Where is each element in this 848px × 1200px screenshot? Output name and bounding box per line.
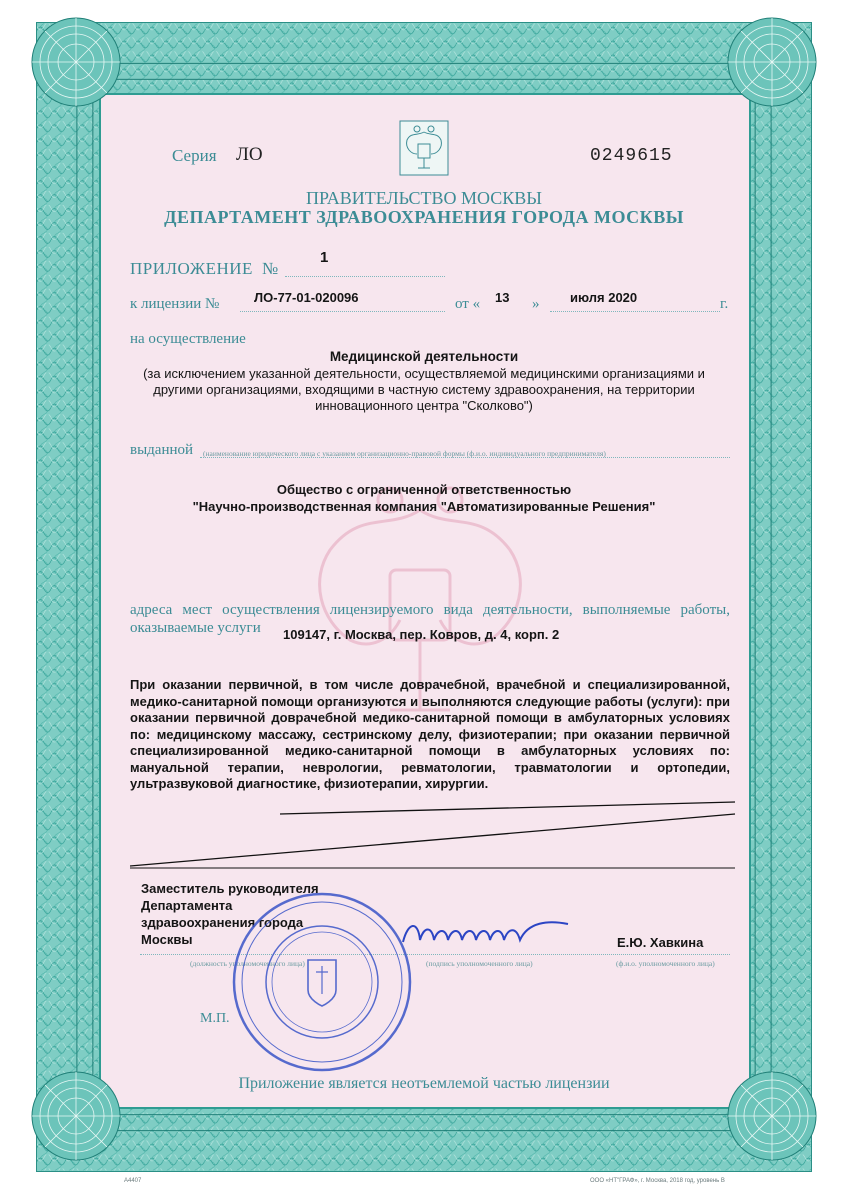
issued-line-2: "Научно-производственная компания "Автоматизированные Решения" (192, 499, 656, 514)
issued-line-1: Общество с ограниченной ответственностью (276, 482, 572, 497)
footer-code-left: А4407 (124, 1178, 142, 1184)
signature-image (398, 912, 578, 952)
activity-note: (за исключением указанной деятельности, осуществляемой медицинскими организациями и другими организациями, входящими в частную систему здравоохранения, на территории инновационного центра "Сколково") (143, 366, 705, 413)
series-value: ЛО (236, 144, 263, 165)
official-stamp-icon (230, 890, 414, 1074)
position-line: Заместитель руководителя (141, 881, 319, 896)
name-hint: (ф.и.о. уполномоченного лица) (616, 959, 715, 968)
series-label: Серия (172, 146, 217, 165)
appendix-number: 1 (320, 249, 329, 266)
government-title: ПРАВИТЕЛЬСТВО МОСКВЫ (305, 188, 542, 208)
address-value: 109147, г. Москва, пер. Ковров, д. 4, корп. 2 (283, 627, 560, 642)
issued-label: выданной (130, 442, 194, 458)
license-quote-close: » (532, 296, 540, 312)
stamp-label: М.П. (200, 1011, 230, 1026)
footer-code-right: ООО «НТ"ГРАФ», г. Москва, 2018 год, уровень В (590, 1178, 725, 1184)
form-number: 0249615 (590, 146, 673, 166)
sign-hint: (подпись уполномоченного лица) (426, 959, 533, 968)
license-month-year: июля 2020 (570, 290, 638, 305)
integral-note: Приложение является неотъемлемой частью лицензии (238, 1075, 610, 1092)
license-label: к лицензии № (130, 296, 220, 312)
corner-rosette-icon (724, 14, 820, 110)
department-title: ДЕПАРТАМЕНТ ЗДРАВООХРАНЕНИЯ ГОРОДА МОСКВЫ (164, 207, 684, 227)
signatory-name: Е.Ю. Хавкина (617, 935, 704, 950)
issued-hint: (наименование юридического лица с указанием организационно-правовой формы (ф.и.о. индивидуального предпринимателя) (203, 449, 606, 458)
signatory-underline (140, 954, 730, 955)
position-hint: (должность уполномоченного лица) (190, 959, 305, 968)
license-date-underline (550, 311, 720, 312)
address-label: адреса мест осуществления лицензируемого вида деятельности, выполняемые работы, оказываемые услуги (130, 602, 730, 636)
activity-title: Медицинской деятельности (329, 349, 519, 364)
license-underline (240, 311, 445, 312)
corner-rosette-icon (724, 1068, 820, 1164)
license-from-label: от « (455, 296, 481, 312)
services-text: При оказании первичной, в том числе доврачебной, врачебной и специализированной, медико-санитарной помощи организуются и выполняются следующие работы (услуги): при оказании первичной доврачебной медико-санитарной помощи в амбулаторных условиях по: медицинскому массажу, сестринскому делу, физиотерапии; при оказании первичной специализированной медико-санитарной помощи в амбулаторных условиях по: мануальной терапии, неврологии, ревматологии, травматологии и ортопедии, ультразвуковой диагностике, физиотерапии, хирургии. (130, 677, 730, 791)
coat-of-arms-icon (399, 120, 449, 176)
activity-label: на осуществление (130, 331, 246, 347)
position-line: Департамента (141, 898, 233, 913)
corner-rosette-icon (28, 1068, 124, 1164)
issued-underline (200, 457, 730, 458)
appendix-label: ПРИЛОЖЕНИЕ (130, 259, 253, 278)
license-year-suffix: г. (720, 296, 729, 312)
corner-rosette-icon (28, 14, 124, 110)
position-line: здравоохранения города (141, 915, 304, 930)
position-line: Москвы (141, 932, 193, 947)
appendix-no-sign: № (262, 259, 279, 278)
license-number: ЛО-77-01-020096 (254, 290, 359, 305)
license-day: 13 (495, 290, 510, 305)
appendix-underline (285, 276, 445, 277)
strikeout-lines (130, 800, 740, 870)
